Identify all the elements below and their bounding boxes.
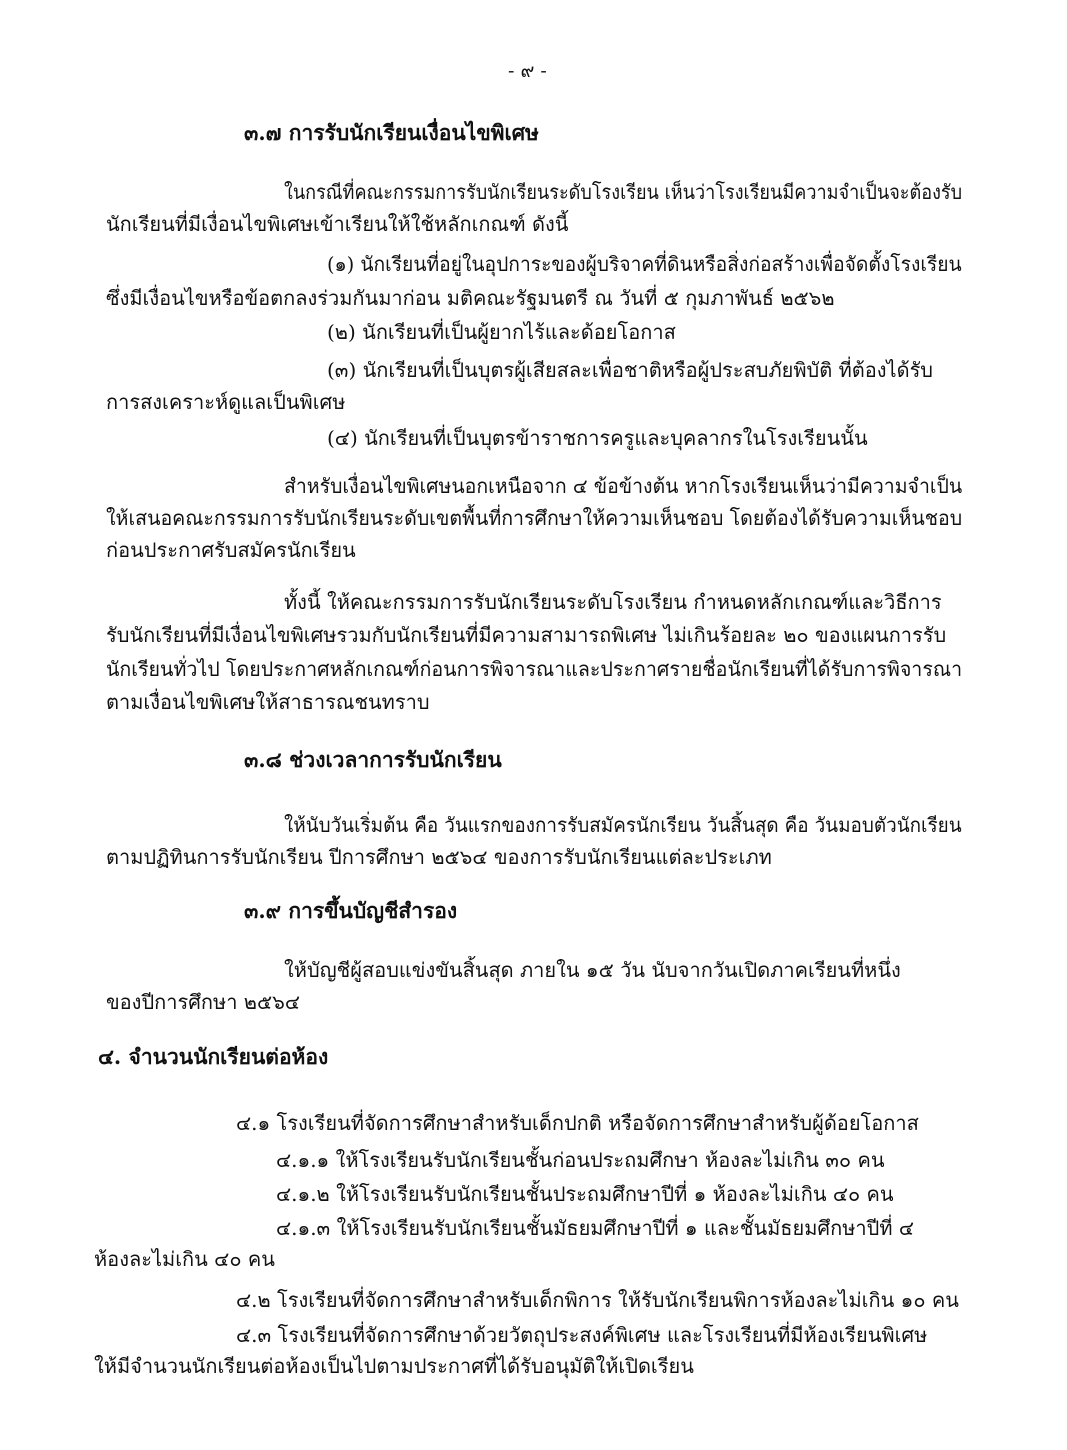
- paragraph-line: ให้บัญชีผู้สอบแข่งขันสิ้นสุด ภายใน ๑๕ วัน นับจากวันเปิดภาคเรียนที่หนึ่ง: [284, 958, 901, 982]
- paragraph-line: นักเรียนที่มีเงื่อนไขพิเศษเข้าเรียนให้ใช้หลักเกณฑ์ ดังนี้: [106, 212, 569, 236]
- section-3-7-heading: ๓.๗ การรับนักเรียนเงื่อนไขพิเศษ: [244, 120, 539, 145]
- paragraph-line: สำหรับเงื่อนไขพิเศษนอกเหนือจาก ๔ ข้อข้างต้น หากโรงเรียนเห็นว่ามีความจำเป็น: [284, 474, 963, 498]
- list-item: (๔) นักเรียนที่เป็นบุตรข้าราชการครูและบุคลากรในโรงเรียนนั้น: [327, 426, 868, 450]
- sub-clause-line: ๔.๑.๒ ให้โรงเรียนรับนักเรียนชั้นประถมศึกษาปีที่ ๑ ห้องละไม่เกิน ๔๐ คน: [276, 1182, 894, 1206]
- paragraph-line: ให้นับวันเริ่มต้น คือ วันแรกของการรับสมัครนักเรียน วันสิ้นสุด คือ วันมอบตัวนักเรียน: [284, 813, 962, 837]
- paragraph-line: นักเรียนทั่วไป โดยประกาศหลักเกณฑ์ก่อนการพิจารณาและประกาศรายชื่อนักเรียนที่ได้รับการพิจารณา: [106, 657, 963, 681]
- section-3-8-heading: ๓.๘ ช่วงเวลาการรับนักเรียน: [244, 747, 502, 772]
- paragraph-line: ในกรณีที่คณะกรรมการรับนักเรียนระดับโรงเรียน เห็นว่าโรงเรียนมีความจำเป็นจะต้องรับ: [284, 180, 963, 204]
- list-item: (๓) นักเรียนที่เป็นบุตรผู้เสียสละเพื่อชาติหรือผู้ประสบภัยพิบัติ ที่ต้องได้รับ: [327, 358, 934, 382]
- list-item-continuation: ซึ่งมีเงื่อนไขหรือข้อตกลงร่วมกันมาก่อน มติคณะรัฐมนตรี ณ วันที่ ๕ กุมภาพันธ์ ๒๕๖๒: [106, 286, 835, 310]
- paragraph-line: ทั้งนี้ ให้คณะกรรมการรับนักเรียนระดับโรงเรียน กำหนดหลักเกณฑ์และวิธีการ: [284, 590, 942, 614]
- sub-clause-line: ๔.๑.๓ ให้โรงเรียนรับนักเรียนชั้นมัธยมศึกษาปีที่ ๑ และชั้นมัธยมศึกษาปีที่ ๔: [276, 1216, 914, 1240]
- sub-clause-continuation: ห้องละไม่เกิน ๔๐ คน: [94, 1247, 275, 1271]
- paragraph-line: ให้เสนอคณะกรรมการรับนักเรียนระดับเขตพื้นที่การศึกษาให้ความเห็นชอบ โดยต้องได้รับความเห็นชอบ: [106, 506, 963, 530]
- paragraph-line: ตามปฏิทินการรับนักเรียน ปีการศึกษา ๒๕๖๔ ของการรับนักเรียนแต่ละประเภท: [106, 845, 772, 869]
- list-item: (๒) นักเรียนที่เป็นผู้ยากไร้และด้อยโอกาส: [327, 320, 676, 344]
- page-number: - ๙ -: [508, 60, 547, 82]
- clause-line: ๔.๒ โรงเรียนที่จัดการศึกษาสำหรับเด็กพิการ ให้รับนักเรียนพิการห้องละไม่เกิน ๑๐ คน: [236, 1288, 959, 1312]
- sub-clause-line: ๔.๑.๑ ให้โรงเรียนรับนักเรียนชั้นก่อนประถมศึกษา ห้องละไม่เกิน ๓๐ คน: [276, 1148, 885, 1172]
- clause-line: ๔.๑ โรงเรียนที่จัดการศึกษาสำหรับเด็กปกติ หรือจัดการศึกษาสำหรับผู้ด้อยโอกาส: [236, 1111, 919, 1135]
- section-4-heading: ๔. จำนวนนักเรียนต่อห้อง: [98, 1044, 329, 1069]
- list-item: (๑) นักเรียนที่อยู่ในอุปการะของผู้บริจาคที่ดินหรือสิ่งก่อสร้างเพื่อจัดตั้งโรงเรียน: [327, 252, 962, 276]
- paragraph-line: ตามเงื่อนไขพิเศษให้สาธารณชนทราบ: [106, 690, 430, 714]
- paragraph-line: รับนักเรียนที่มีเงื่อนไขพิเศษรวมกับนักเรียนที่มีความสามารถพิเศษ ไม่เกินร้อยละ ๒๐ ของแผนการรับ: [106, 623, 947, 647]
- list-item-continuation: การสงเคราะห์ดูแลเป็นพิเศษ: [106, 390, 346, 414]
- section-3-9-heading: ๓.๙ การขึ้นบัญชีสำรอง: [244, 898, 458, 923]
- paragraph-line: ก่อนประกาศรับสมัครนักเรียน: [106, 538, 356, 562]
- clause-line: ๔.๓ โรงเรียนที่จัดการศึกษาด้วยวัตถุประสงค์พิเศษ และโรงเรียนที่มีห้องเรียนพิเศษ: [236, 1323, 928, 1347]
- clause-continuation: ให้มีจำนวนนักเรียนต่อห้องเป็นไปตามประกาศที่ได้รับอนุมัติให้เปิดเรียน: [94, 1354, 694, 1378]
- paragraph-line: ของปีการศึกษา ๒๕๖๔: [106, 990, 300, 1014]
